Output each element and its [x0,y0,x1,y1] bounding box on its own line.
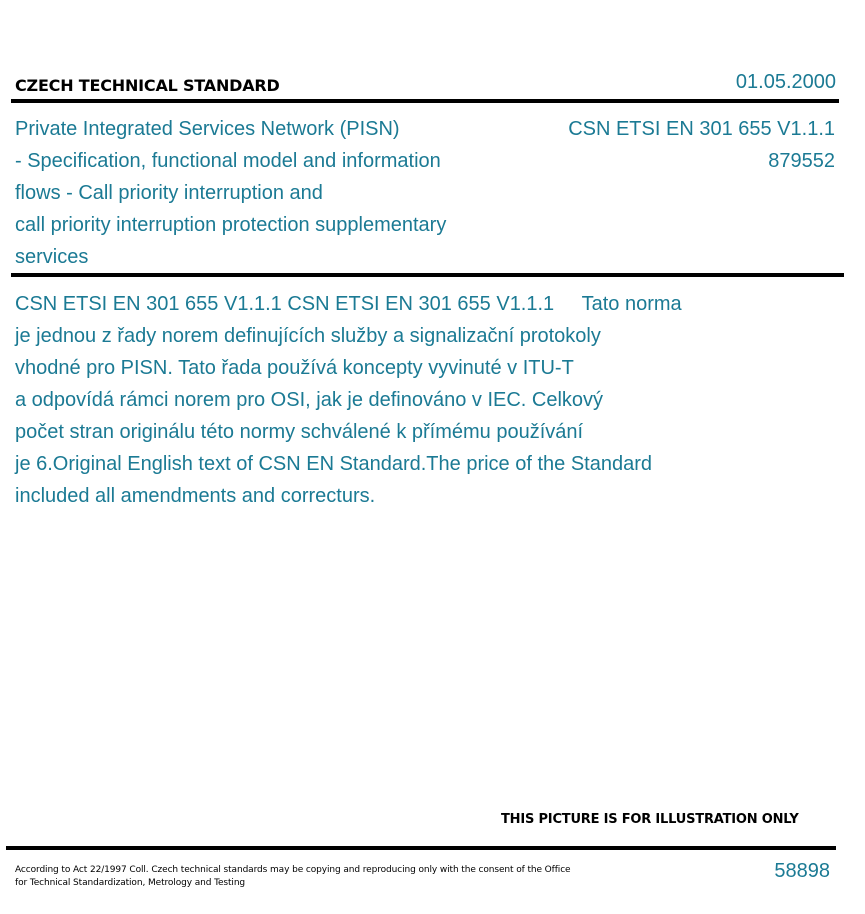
title-line: flows - Call priority interruption and [15,182,323,204]
publication-date: 01.05.2000 [735,71,836,93]
copyright-notice [15,864,615,890]
title-line: Private Integrated Services Network (PISN) [15,118,400,140]
header-divider [11,99,839,103]
description-line: je jednou z řady norem definujících služby a signalizační protokoly [15,325,601,347]
title-divider [11,273,844,277]
document-type-label: CZECH TECHNICAL STANDARD [15,76,280,95]
standard-title [15,113,505,273]
title-line: - Specification, functional model and information [15,150,441,172]
title-line: services [15,246,89,268]
standard-code: CSN ETSI EN 301 655 V1.1.1 [568,118,835,140]
description-line: a odpovídá rámci norem pro OSI, jak je definováno v IEC. Celkový [15,389,604,411]
standard-description [15,288,795,512]
standard-reference [568,113,835,177]
description-line: included all amendments and correcturs. [15,485,376,507]
illustration-notice: THIS PICTURE IS FOR ILLUSTRATION ONLY [501,812,799,827]
description-line: počet stran originálu této normy schválené k přímému používání [15,421,584,443]
classification-number: 879552 [768,150,835,172]
description-line: CSN ETSI EN 301 655 V1.1.1 CSN ETSI EN 301 655 V1.1.1 Tato norma [15,293,682,315]
footer-divider [6,846,836,850]
title-line: call priority interruption protection supplementary [15,214,447,236]
description-line: je 6.Original English text of CSN EN Standard.The price of the Standard [15,453,653,475]
copyright-line: According to Act 22/1997 Coll. Czech technical standards may be copying and reproducing only with the consent of the Office [15,865,571,875]
document-id: 58898 [774,860,830,882]
copyright-line: for Technical Standardization, Metrology and Testing [15,878,246,888]
description-line: vhodné pro PISN. Tato řada používá koncepty vyvinuté v ITU-T [15,357,574,379]
